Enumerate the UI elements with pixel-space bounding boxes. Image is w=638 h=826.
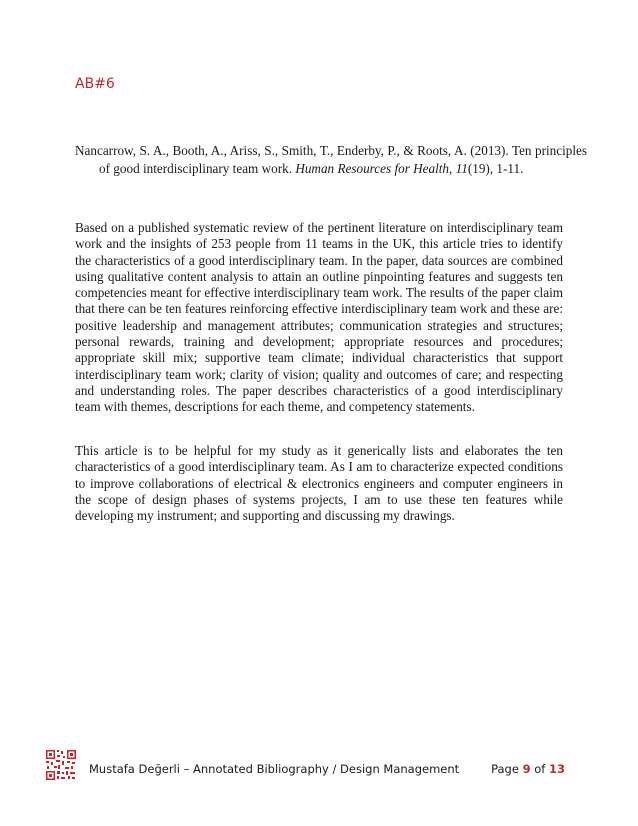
section-heading: AB#6	[75, 76, 115, 92]
page-separator: of	[530, 762, 549, 776]
page-number	[491, 762, 565, 776]
citation-separator: ,	[449, 160, 456, 176]
citation-journal: Human Resources for Health	[295, 160, 450, 176]
summary-paragraph: Based on a published systematic review of the pertinent literature on interdisciplinary team work and the insights of 253 people from 11 teams in the UK, this article tries to identify the characteristics of a good interdisciplinary team. In the paper, data sources are combined using qualitative content analysis to attain an outline pinpointing features and suggests ten competencies meant for effective interdisciplinary team work. The results of the paper claim that there can be ten features reinforcing effective interdisciplinary team work and these are: positive leadership and management attributes; communication strategies and structures; personal rewards, training and development; appropriate resources and procedures; appropriate skill mix; supportive team climate; individual characteristics that support interdisciplinary team work; clarity of vision; quality and outcomes of care; and respecting and understanding roles. The paper describes characteristics of a good interdisciplinary team with themes, descriptions for each theme, and competency statements.	[75, 220, 563, 415]
page-total: 13	[548, 762, 565, 776]
citation-volume: 11	[455, 160, 468, 176]
page-prefix: Page	[491, 762, 523, 776]
citation-issue-pages: (19), 1-11.	[467, 160, 524, 176]
relevance-paragraph: This article is to be helpful for my study as it generically lists and elaborates the ten characteristics of a good interdisciplinary team. As I am to characterize expected conditions to improve collaborations of electrical & electronics engineers and computer engineers in the scope of design phases of systems projects, I am to use these ten features while developing my instrument; and supporting and discussing my drawings.	[75, 443, 563, 524]
page-current: 9	[522, 762, 531, 776]
citation-reference	[75, 142, 587, 177]
citation-authors: Nancarrow, S. A., Booth, A., Ariss, S., Smith, T., Enderby, P., & Roots, A. (2013). Ten principles of good interdisciplinary team work.	[75, 143, 587, 176]
footer-author-title: Mustafa Değerli – Annotated Bibliography / Design Management	[89, 762, 460, 776]
page-footer	[45, 749, 565, 781]
qr-code-icon	[45, 749, 77, 781]
